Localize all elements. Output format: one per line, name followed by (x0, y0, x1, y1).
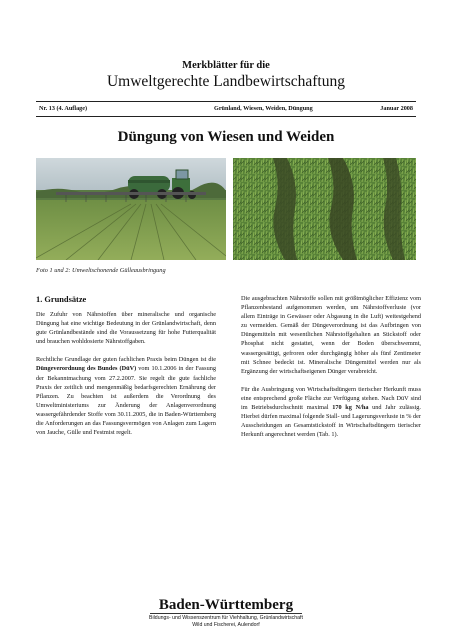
paragraph-efficiency: Die ausgebrachten Nährstoffe sollen mit größtmöglicher Effizienz vom Pflanzenbestand aufgenommen werden, um Nährstoffverluste (vor allem Einträge in Gewässer oder Abgasung in die Luft) weitestgehend zu vermeiden. Gemäß der Düngeverordnung ist das Aufbringen von Düngemitteln mit wesentlichen Nährstoffgehalten an Stickstoff oder Phosphat nicht gestattet, wenn der Boden überschwemmt, wassergesättigt, gefroren oder durchgängig höher als fünf Zentimeter mit Schnee bedeckt ist. Mineralische Düngemittel werden nur als Ergänzung der wirtschaftseigenen Dünger verabreicht. (241, 295, 421, 375)
state-logo: Baden-Württemberg (158, 597, 294, 613)
text-bold-duev: Düngeverordnung des Bundes (DüV) (36, 365, 137, 373)
text-bold-limit: 170 kg N/ha (332, 404, 369, 412)
text-run: Für die Ausbringung von Wirtschaftsdüngern tierischer Herkunft muss eine entsprechend große Fläche zur Verfügung stehen. Nach DüV sind im Betriebsdurchschnitt maximal (241, 385, 421, 412)
meta-bar (36, 101, 416, 117)
paragraph-legal (36, 355, 216, 437)
photo-caption: Foto 1 und 2: Umweltschonende Gülleausbringung (36, 267, 166, 274)
text-run: Rechtliche Grundlage der guten fachlichen Praxis beim Düngen ist die (36, 356, 216, 364)
institution-line-2: Wild und Fischerei, Aulendorf (192, 622, 260, 628)
paragraph-manure (241, 385, 421, 440)
section-heading: 1. Grundsätze (36, 295, 87, 304)
column-left (36, 294, 216, 446)
photo-slurry-spreader (36, 158, 226, 260)
footer-divider (150, 613, 302, 614)
paragraph-intro: Die Zufuhr von Nährstoffen über mineralische und organische Düngung hat eine wichtige Bedeutung in der Grünlandwirtschaft, denn gute Grünlandbestände sind die Voraussetzung für hohe Futterqualität und brauchen wohldosierte Nährstoffgaben. (36, 311, 216, 346)
institution-line-1: Bildungs- und Wissenszentrum für Viehhaltung, Grünlandwirtschaft (149, 615, 303, 621)
photo-slurry-bands (233, 158, 416, 260)
issue-number: Nr. 13 (4. Auflage) (39, 105, 88, 112)
text-run: und Jahr zulässig. Hierbei dürfen maximal folgende Stall- und Lagerungsverluste in % der Ausscheidungen an Gesamtstickstoff in Wirtschaftsdüngern tierischer Herkunft angerechnet werden (Tab. 1). (241, 404, 421, 439)
column-right (241, 294, 421, 448)
document-title: Düngung von Wiesen und Weiden (117, 129, 335, 145)
series-label: Merkblätter für die (182, 60, 270, 71)
issue-date: Januar 2008 (380, 105, 413, 112)
series-title: Umweltgerechte Landbewirtschaftung (106, 73, 345, 90)
text-run: vom 10.1.2006 in der Fassung der Bekanntmachung vom 27.2.2007. Sie regelt die gute fachliche Praxis der zeitlich und mengenmäßig bedarfsgerechten Ernährung der Pflanzen. Zu beachten ist außerdem die Verordnung des Umweltministeriums zur Änderung der Anlagenverordnung wassergefährdender Stoffe vom 30.11.2005, die in Baden-Württemberg die Anforderungen an das Fassungsvermögen von Anlagen zum Lagern von Jauche, Gülle und Festmist regelt. (36, 365, 216, 437)
topics: Grünland, Wiesen, Weiden, Düngung (214, 105, 313, 112)
